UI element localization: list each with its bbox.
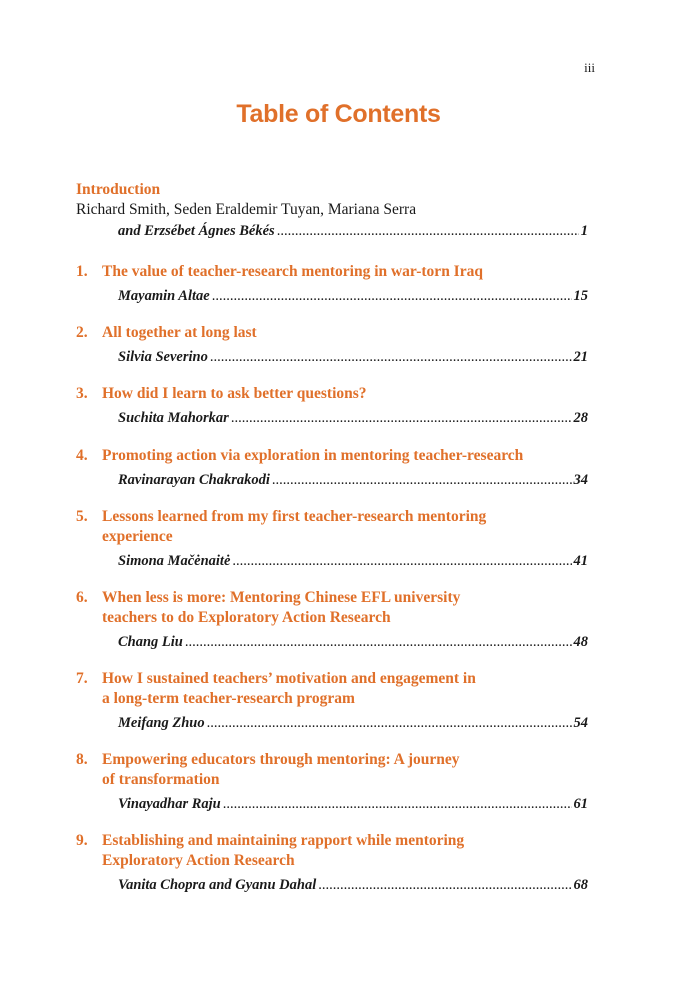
toc-entry[interactable] [76,588,588,652]
entry-number: 9. [76,832,88,849]
toc-entry[interactable] [76,669,588,733]
toc-entry[interactable] [76,262,588,306]
entry-page-number: 68 [573,877,588,893]
entry-author-row [118,713,588,733]
entry-page-number: 34 [573,472,588,488]
entry-author: Chang Liu [118,634,183,650]
entry-title: Introduction [76,181,161,198]
entry-author-row [118,221,588,241]
entry-page-number: 41 [573,553,588,569]
entry-title [76,507,588,547]
entry-title-line: Promoting action via exploration in mentoring teacher-research [102,447,524,464]
entry-page-number: 54 [573,715,588,731]
leader-dots [207,713,572,733]
entry-author: Vinayadhar Raju [118,796,221,812]
entry-number: 1. [76,263,88,280]
leader-dots [185,632,572,652]
entry-title-line: Lessons learned from my first teacher-research mentoring [102,508,487,525]
entry-author-row [118,551,588,571]
entry-title-line: How did I learn to ask better questions? [102,385,367,402]
entry-title-line: When less is more: Mentoring Chinese EFL university [102,589,461,606]
entry-page-number: 48 [573,634,588,650]
entry-title [76,831,588,871]
entry-title-line: teachers to do Exploratory Action Research [102,609,391,626]
entry-number: 6. [76,589,88,606]
entry-number: 3. [76,385,88,402]
leader-dots [232,551,571,571]
leader-dots [212,286,572,306]
entry-title-line: experience [102,528,173,545]
page-title: Table of Contents [236,100,441,128]
entry-title [76,669,588,709]
entry-title-line: of transformation [102,771,220,788]
entry-author: Mayamin Altae [118,288,210,304]
entry-title-line: How I sustained teachers’ motivation and engagement in [102,670,476,687]
entry-number: 5. [76,508,88,525]
leader-dots [272,470,572,490]
entry-title [76,750,588,790]
entry-page-number: 1 [580,223,588,239]
entry-number: 8. [76,751,88,768]
entry-author: Silvia Severino [118,349,208,365]
entry-author-row [118,347,588,367]
entry-author-row [118,286,588,306]
entry-title-line: a long-term teacher-research program [102,690,355,707]
entry-title-line: Exploratory Action Research [102,852,295,869]
entry-page-number: 28 [573,410,588,426]
entry-title [76,384,588,404]
entry-author-row [118,794,588,814]
entry-author: Simona Mačėnaitė [118,553,231,569]
entry-number: 2. [76,324,88,341]
leader-dots [277,221,579,241]
entry-number: 7. [76,670,88,687]
entry-author: Vanita Chopra and Gyanu Dahal [118,877,317,893]
toc-entry[interactable] [76,750,588,814]
entry-title [76,323,588,343]
leader-dots [223,794,572,814]
entry-title [76,446,588,466]
entry-page-number: 15 [573,288,588,304]
entry-author-row [118,408,588,428]
entry-title [76,262,588,282]
leader-dots [231,408,572,428]
entry-author-row [118,632,588,652]
toc-entry[interactable] [76,446,588,490]
entry-author-row [118,875,588,895]
entry-author: Meifang Zhuo [118,715,205,731]
toc-entry[interactable] [76,323,588,367]
entry-author: Ravinarayan Chakrakodi [118,472,270,488]
entry-title [76,588,588,628]
entry-author: Suchita Mahorkar [118,410,229,426]
entry-author-line: Richard Smith, Seden Eraldemir Tuyan, Mariana Serra [76,201,417,218]
leader-dots [318,875,571,895]
toc-entry-introduction[interactable] [76,180,588,241]
toc-entry[interactable] [76,384,588,428]
page-number: iii [584,60,595,75]
leader-dots [210,347,572,367]
toc-entry[interactable] [76,507,588,571]
entry-author-row [118,470,588,490]
toc-entry[interactable] [76,831,588,895]
entry-number: 4. [76,447,88,464]
entry-page-number: 21 [573,349,588,365]
entry-page-number: 61 [573,796,588,812]
entry-title-line: All together at long last [102,324,257,341]
entry-author: and Erzsébet Ágnes Békés [118,223,275,239]
entry-title-line: The value of teacher-research mentoring in war-torn Iraq [102,263,483,280]
entry-title-line: Empowering educators through mentoring: A journey [102,751,460,768]
entry-title-line: Establishing and maintaining rapport while mentoring [102,832,465,849]
